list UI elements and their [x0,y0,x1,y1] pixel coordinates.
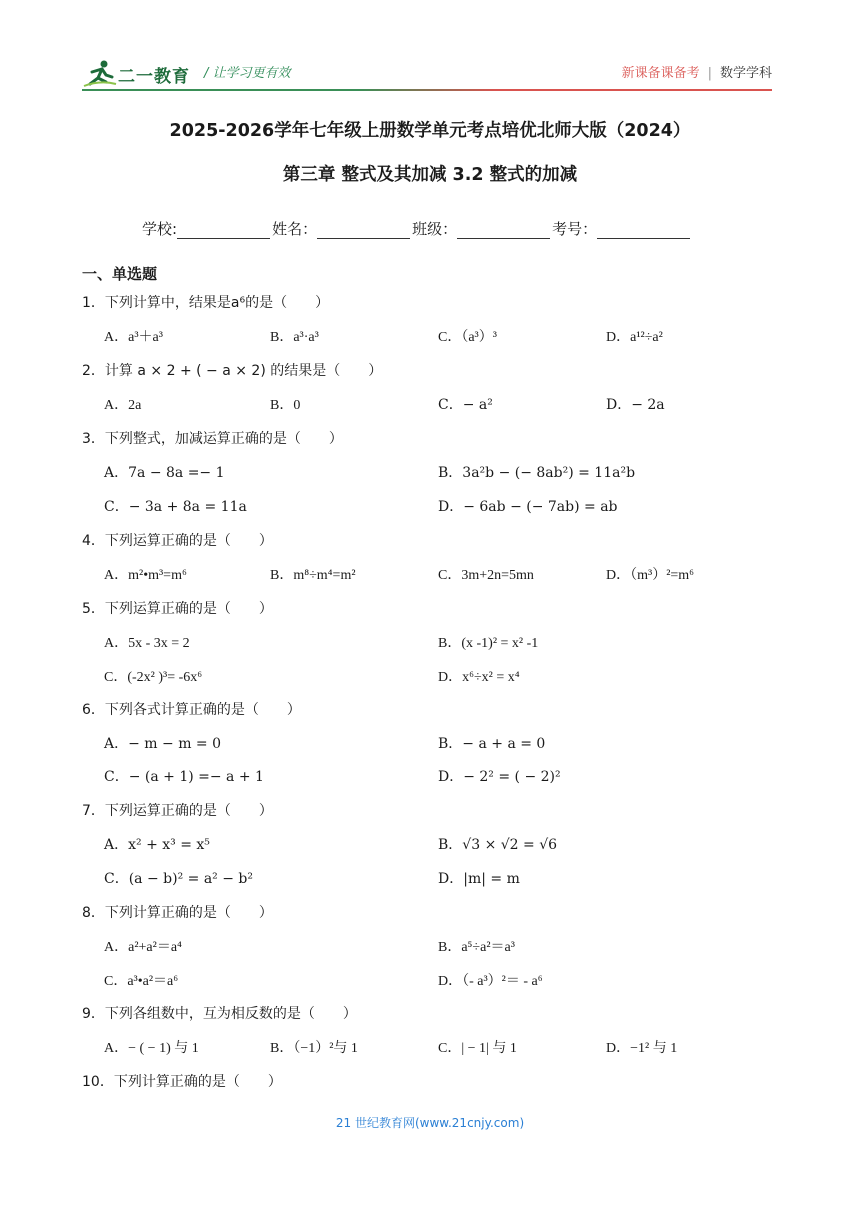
question-8 [82,902,273,922]
logo-text: 二一教育 [118,67,190,87]
option-b[interactable]: B．(x -1)² = x² -1 [438,636,539,651]
header-right [622,62,772,81]
option-b[interactable]: B．− a + a = 0 [438,736,546,752]
option-a[interactable]: A．a³＋a³ [104,330,163,345]
option-d[interactable]: D．|m| = m [438,871,520,887]
option-a[interactable]: A．a²+a²＝a⁴ [104,940,182,955]
question-2 [82,360,382,380]
header-divider [82,89,772,91]
question-number: 10． [82,1074,114,1090]
class-field[interactable] [457,222,550,239]
question-3 [82,428,343,448]
question-number: 2． [82,363,105,379]
option-d[interactable]: D．−1² 与 1 [606,1041,678,1056]
question-6 [82,699,301,719]
school-label: 学校: [142,220,178,238]
course-label: 新课备课备考 [621,66,700,81]
option-c[interactable]: C．(-2x² )³= -6x⁶ [104,670,203,685]
class-label: 班级： [412,220,458,238]
logo [82,58,202,88]
option-a[interactable]: A．m²•m³=m⁶ [104,568,187,583]
option-d[interactable]: D．− 6ab − (− 7ab) = ab [438,499,618,515]
option-d[interactable]: D．− 2² = ( − 2)² [438,769,561,785]
question-stem: 下列计算正确的是（ ） [113,1074,282,1090]
question-stem: 计算 a × 2 + ( − a × 2) 的结果是（ ） [104,363,383,379]
slogan: / 让学习更有效 [204,66,291,81]
question-stem: 下列计算正确的是（ ） [104,905,273,921]
question-stem: 下列整式，加减运算正确的是（ ） [104,431,343,447]
page-footer: 21 世纪教育网(www.21cnjy.com) [335,1116,525,1130]
option-a[interactable]: A．5x - 3x = 2 [104,636,190,651]
question-1 [82,292,329,312]
option-a[interactable]: A．7a − 8a =− 1 [104,465,225,481]
subject-label: 数学学科 [719,66,772,81]
page-subtitle: 第三章 整式及其加减 3.2 整式的加减 [282,165,578,185]
option-c[interactable]: C．3m+2n=5mn [438,568,534,583]
option-c[interactable]: C．(a − b)² = a² − b² [104,871,253,887]
question-number: 3． [82,431,105,447]
question-number: 8． [82,905,105,921]
option-c[interactable]: C．（a³）³ [438,330,497,345]
header-separator: | [707,66,712,81]
question-stem: 下列运算正确的是（ ） [104,803,273,819]
question-number: 5． [82,601,105,617]
student-info [142,218,692,239]
question-number: 1． [82,295,105,311]
question-10 [82,1071,282,1091]
question-number: 9． [82,1006,105,1022]
name-field[interactable] [317,222,410,239]
option-a[interactable]: A．x² + x³ = x⁵ [104,837,210,853]
school-field[interactable] [177,222,270,239]
page-header [82,56,772,92]
option-b[interactable]: B．0 [270,398,301,413]
question-number: 4． [82,533,105,549]
question-stem: 下列运算正确的是（ ） [104,533,273,549]
option-d[interactable]: D．− 2a [606,397,665,413]
option-c[interactable]: C．− (a + 1) =− a + 1 [104,769,264,785]
option-d[interactable]: D．（m³）²=m⁶ [606,568,695,583]
option-a[interactable]: A．2a [104,398,142,413]
question-stem: 下列各组数中，互为相反数的是（ ） [104,1006,357,1022]
option-a[interactable]: A．− m − m = 0 [104,736,222,752]
option-c[interactable]: C．− 3a + 8a = 11a [104,499,247,515]
question-9 [82,1003,357,1023]
number-label: 考号： [552,220,598,238]
question-4 [82,530,273,550]
option-b[interactable]: B．（−1）²与 1 [270,1041,358,1056]
option-c[interactable]: C．a³•a²＝a⁶ [104,974,179,989]
question-number: 6． [82,702,105,718]
question-5 [82,598,273,618]
option-b[interactable]: B．3a²b − (− 8ab²) = 11a²b [438,465,636,481]
number-field[interactable] [597,222,690,239]
option-b[interactable]: B．√3 × √2 = √6 [438,837,558,853]
option-c[interactable]: C．| − 1| 与 1 [438,1041,517,1056]
option-b[interactable]: B．a³·a³ [270,330,319,345]
question-7 [82,800,273,820]
question-number: 7． [82,803,105,819]
option-d[interactable]: D．a¹²÷a² [606,330,663,345]
running-figure-icon [82,58,118,88]
question-stem: 下列计算中，结果是a⁶的是（ ） [104,295,330,311]
page-title: 2025-2026学年七年级上册数学单元考点培优北师大版（2024） [169,121,691,141]
option-b[interactable]: B．m⁸÷m⁴=m² [270,568,356,583]
option-a[interactable]: A．− ( − 1) 与 1 [104,1041,199,1056]
option-b[interactable]: B．a⁵÷a²＝a³ [438,940,515,955]
name-label: 姓名： [272,220,318,238]
option-c[interactable]: C．− a² [438,397,493,413]
question-stem: 下列运算正确的是（ ） [104,601,273,617]
section-heading: 一、单选题 [82,265,158,283]
option-d[interactable]: D．x⁶÷x² = x⁴ [438,670,520,685]
question-stem: 下列各式计算正确的是（ ） [104,702,301,718]
option-d[interactable]: D．（- a³）²＝ - a⁶ [438,974,543,989]
